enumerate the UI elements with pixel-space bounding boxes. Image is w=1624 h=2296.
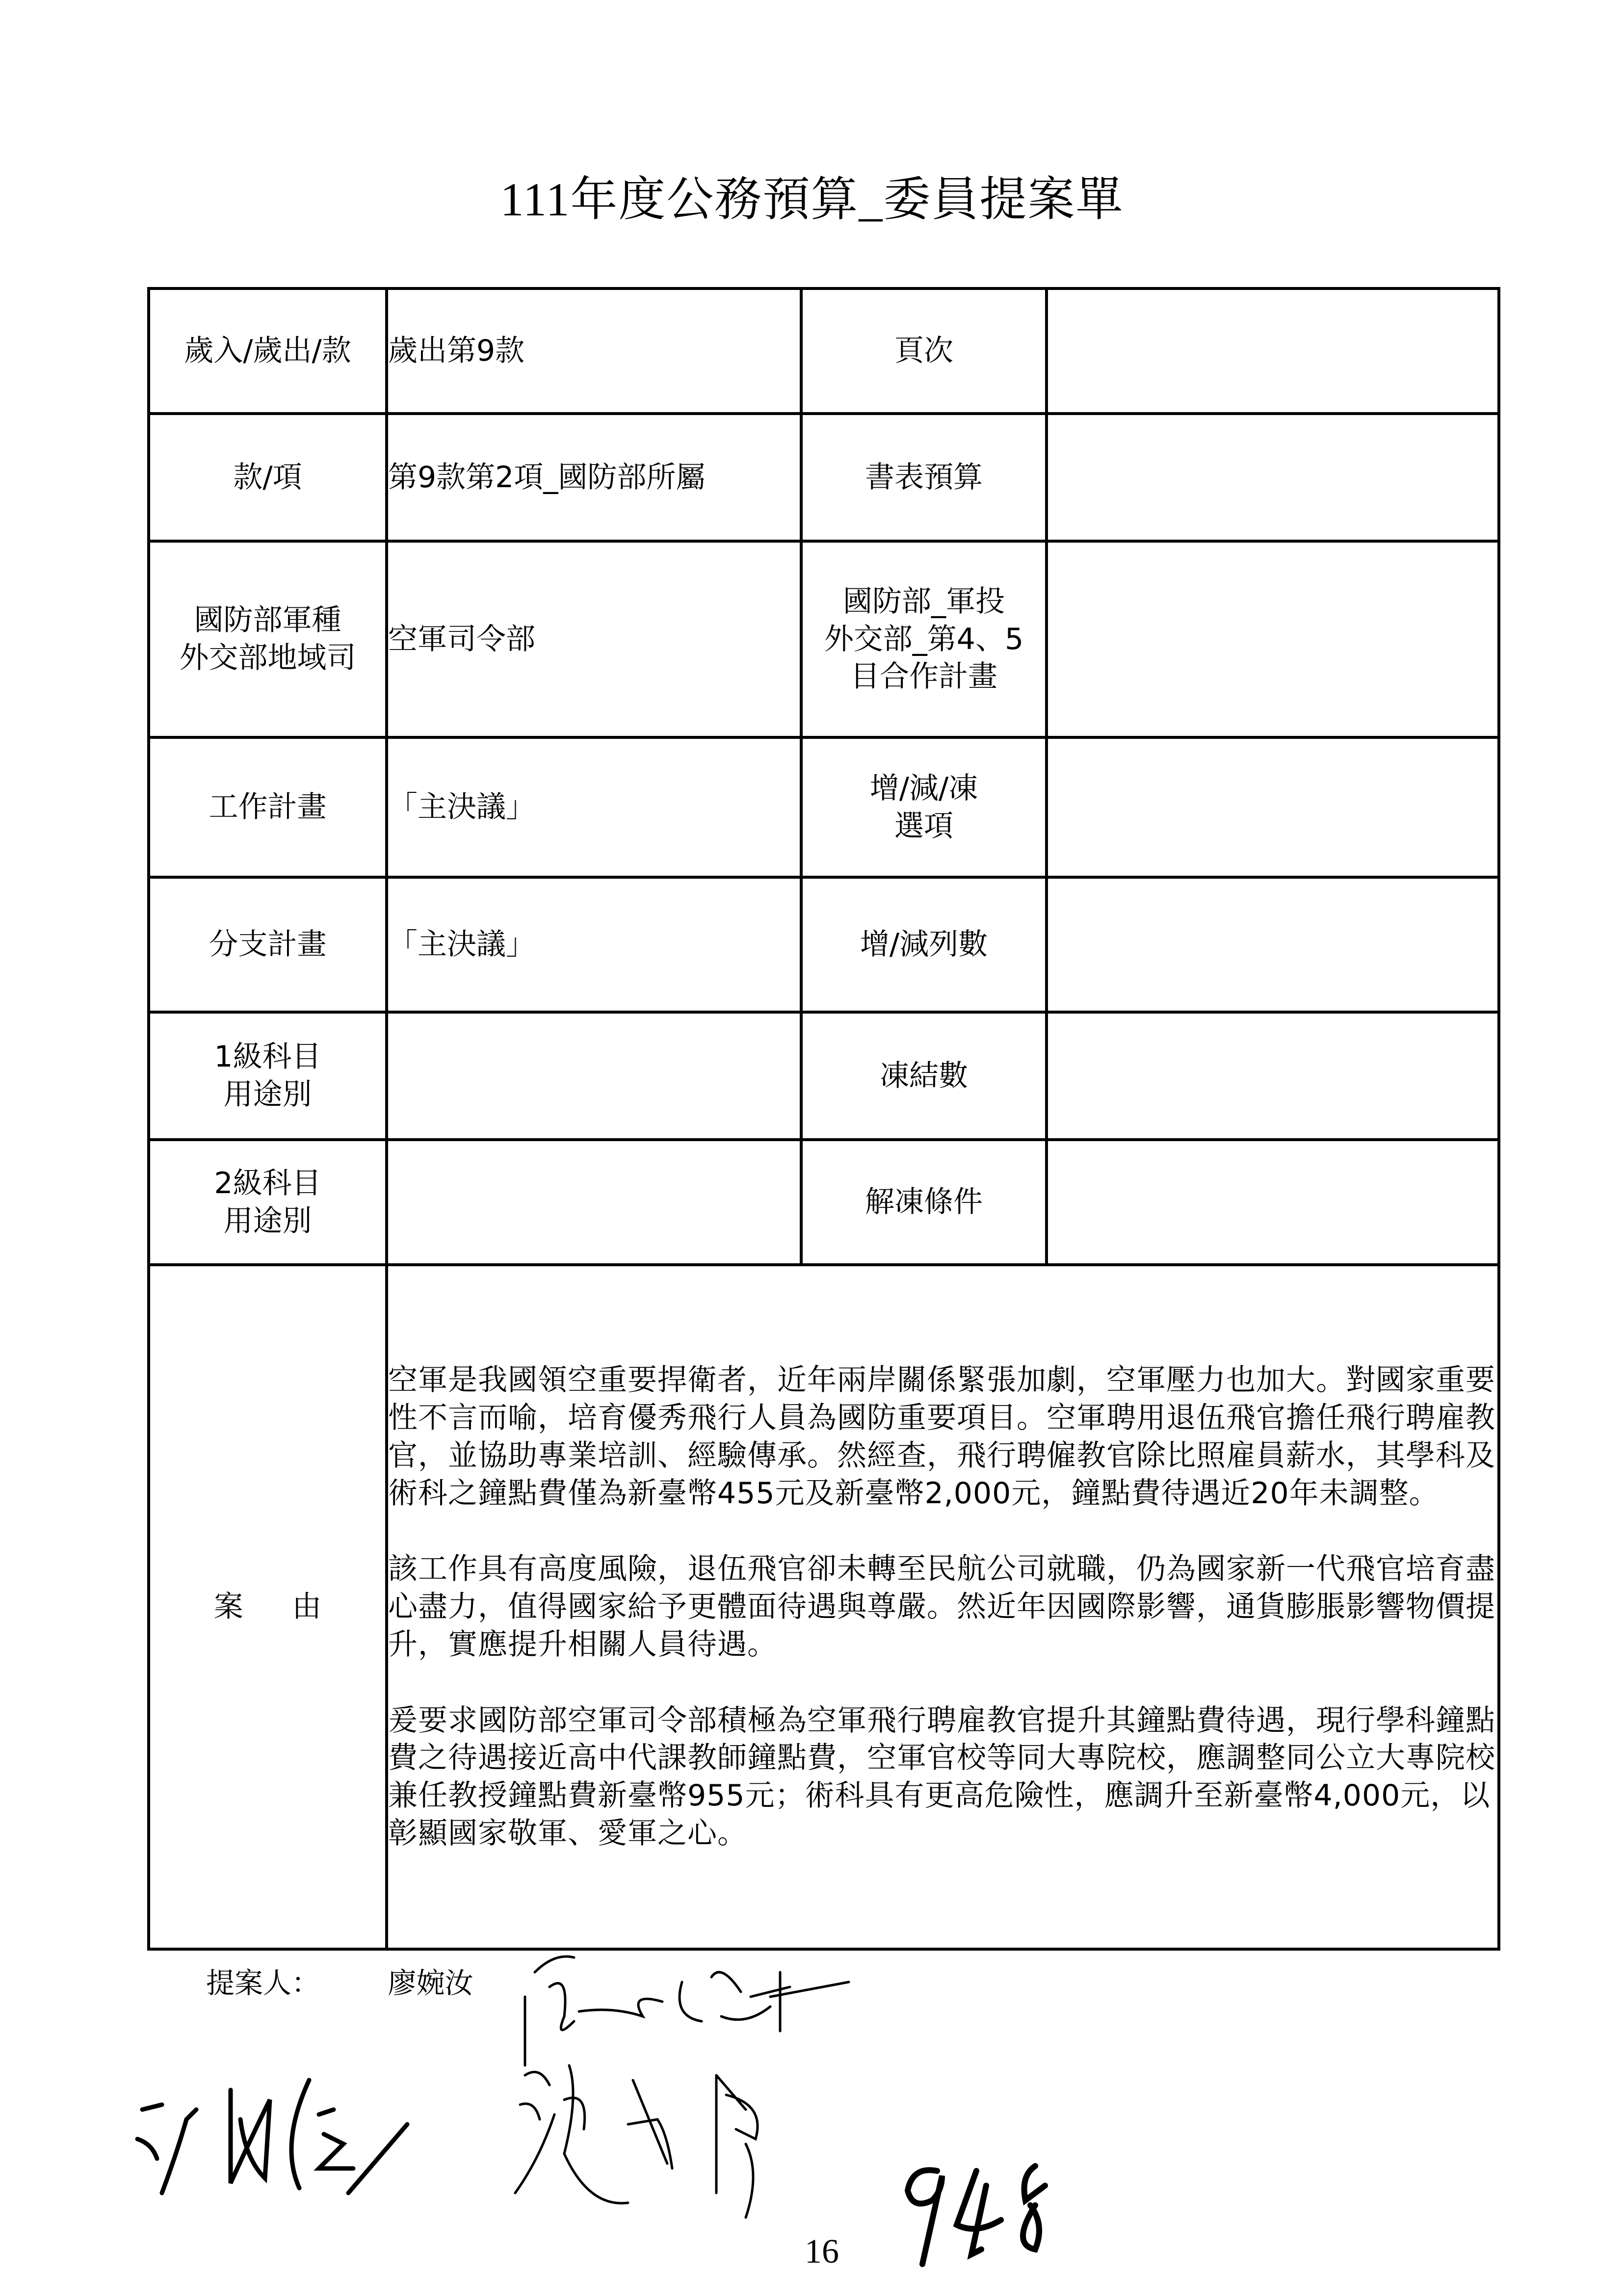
field-label: 國防部_軍投 外交部_第4、5 目合作計畫: [801, 541, 1047, 737]
field-value[interactable]: 「主決議」: [387, 737, 801, 877]
reason-content: [387, 1265, 1499, 1949]
form-row: [149, 1140, 1499, 1265]
field-label: 書表預算: [801, 414, 1047, 541]
field-value[interactable]: [387, 1012, 801, 1140]
field-value[interactable]: 空軍司令部: [387, 541, 801, 737]
field-label: 2級科目 用途別: [149, 1140, 387, 1265]
field-label: 1級科目 用途別: [149, 1012, 387, 1140]
proposer-name: 廖婉汝: [388, 1966, 473, 2000]
field-label: 國防部軍種 外交部地域司: [149, 541, 387, 737]
handwritten-number: [888, 2149, 1065, 2276]
field-value[interactable]: [1047, 414, 1499, 541]
reason-label: [149, 1265, 387, 1949]
field-label: 凍結數: [801, 1012, 1047, 1140]
form-row: [149, 414, 1499, 541]
field-value[interactable]: [1047, 541, 1499, 737]
field-label: 增/減/凍 選項: [801, 737, 1047, 877]
form-title: 111年度公務預算_委員提案單: [500, 173, 1124, 226]
field-label: 款/項: [149, 414, 387, 541]
field-value[interactable]: 第9款第2項_國防部所屬: [387, 414, 801, 541]
page-number: 16: [805, 2233, 839, 2270]
field-value[interactable]: 歲出第9款: [387, 288, 801, 414]
signature-3-strokes: [510, 2046, 814, 2222]
form-row: [149, 877, 1499, 1012]
field-value[interactable]: 「主決議」: [387, 877, 801, 1012]
field-label: 增/減列數: [801, 877, 1047, 1012]
reason-paragraph: 該工作具有高度風險，退伍飛官卻未轉至民航公司就職，仍為國家新一代飛官培育盡心盡力，值得國家給予更體面待遇與尊嚴。然近年因國際影響，通貨膨脹影響物價提升，實應提升相關人員待遇。: [388, 1552, 1495, 1662]
field-label: 歲入/歲出/款: [149, 288, 387, 414]
field-value[interactable]: [1047, 737, 1499, 877]
handwritten-number-text: 948: [888, 2149, 903, 2158]
form-row: [149, 737, 1499, 877]
field-label: 解凍條件: [801, 1140, 1047, 1265]
reason-paragraph: 爰要求國防部空軍司令部積極為空軍飛行聘雇教官提升其鐘點費待遇，現行學科鐘點費之待遇接近高中代課教師鐘點費，空軍官校等同大專院校，應調整同公立大專院校兼任教授鐘點費新臺幣955元；術科具有更高危險性，應調升至新臺幣4,000元，以彰顯國家敬軍、愛軍之心。: [388, 1703, 1495, 1851]
field-label: 工作計畫: [149, 737, 387, 877]
field-label: 分支計畫: [149, 877, 387, 1012]
field-value[interactable]: [387, 1140, 801, 1265]
form-row: [149, 1012, 1499, 1140]
reason-label-char: 案: [213, 1590, 243, 1624]
proposer-line: [206, 1960, 473, 2001]
reason-row: [149, 1265, 1499, 1949]
signature-3: [510, 2046, 814, 2224]
signature-2-strokes: [132, 2070, 486, 2198]
reason-label-char: 由: [292, 1590, 322, 1624]
form-row: [149, 288, 1499, 414]
handwritten-number-strokes: [888, 2149, 1065, 2274]
field-value[interactable]: [1047, 288, 1499, 414]
signature-2: [132, 2070, 486, 2200]
field-value[interactable]: [1047, 1012, 1499, 1140]
form-row: [149, 541, 1499, 737]
proposal-form-table: [147, 287, 1500, 1951]
reason-paragraph: 空軍是我國領空重要捍衛者，近年兩岸關係緊張加劇，空軍壓力也加大。對國家重要性不言而喻，培育優秀飛行人員為國防重要項目。空軍聘用退伍飛官擔任飛行聘雇教官，並協助專業培訓、經驗傳承。然經查，飛行聘僱教官除比照雇員薪水，其學科及術科之鐘點費僅為新臺幣455元及新臺幣2,000元，鐘點費待遇近20年未調整。: [388, 1363, 1495, 1511]
field-value[interactable]: [1047, 1140, 1499, 1265]
proposer-label: 提案人：: [206, 1966, 320, 2000]
field-label: 頁次: [801, 288, 1047, 414]
field-value[interactable]: [1047, 877, 1499, 1012]
